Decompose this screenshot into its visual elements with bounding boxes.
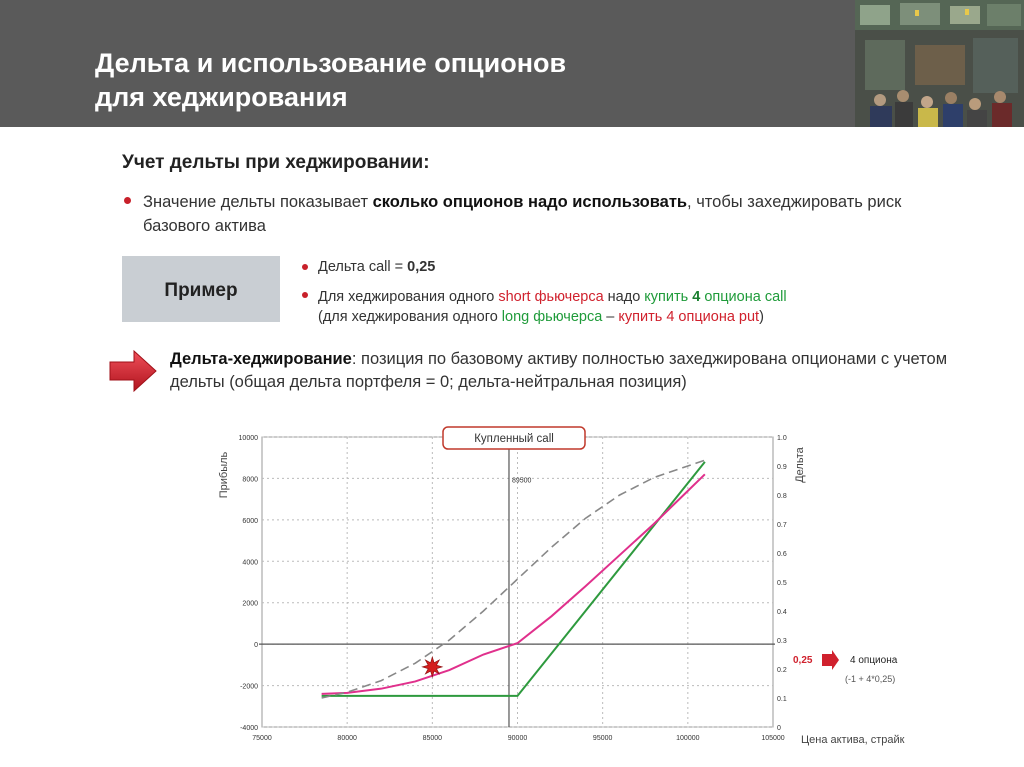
hedge-buy: купить [644, 289, 693, 305]
delta-description-text-end: , чтобы заxеджировать риск базового актива [143, 193, 902, 235]
y-tick-label: 8000 [242, 476, 258, 484]
annotation-text: 4 опциона [850, 655, 898, 666]
y2-tick-label: 0.4 [777, 609, 787, 616]
x-tick-label: 75000 [252, 735, 272, 742]
x-tick-label: 90000 [507, 735, 528, 742]
example-hedge-text [318, 287, 938, 327]
x-tick-label: 80000 [337, 735, 357, 742]
y2-tick-label: 0.5 [777, 580, 787, 587]
annotation-formula: (-1 + 4*0,25) [845, 674, 896, 684]
section-subtitle: Учет дельты при хеджировании: [122, 152, 430, 173]
chart-title: Купленный call [474, 433, 554, 445]
bullet-icon [302, 292, 308, 298]
x-tick-label: 95000 [592, 735, 613, 742]
y2-tick-label: 0 [777, 725, 781, 732]
delta-description-text: Значение дельты показывает [143, 193, 373, 211]
bought-call-chart [205, 425, 1015, 765]
strike-label: 89500 [511, 477, 532, 485]
trading-floor-photo [855, 0, 1024, 127]
delta-hedging-definition [170, 348, 990, 394]
y-tick-label: -2000 [240, 683, 258, 691]
hedge-short-futures: short фьючерса [498, 289, 604, 305]
bullet-icon [124, 197, 131, 204]
hedge-text-k: ) [759, 309, 764, 325]
x-axis-label: Цена актива, страйк [801, 734, 905, 746]
y2-axis-label: Дельта [794, 447, 806, 483]
example-delta-line [318, 259, 435, 275]
hedge-text-g: (для хеджирования одного [318, 309, 502, 325]
y-tick-label: 10000 [238, 435, 258, 442]
example-label: Пример [164, 280, 238, 301]
x-tick-label: 100000 [676, 735, 700, 742]
delta-hedging-text: : позиция по базовому активу полностью захеджирована опционами с учетом дельты (общая дельта портфеля = 0; дельта-нейтральная позиция) [170, 350, 948, 391]
hedge-call-options: опциона call [700, 289, 787, 305]
y2-tick-label: 0.7 [777, 522, 787, 529]
hedge-put-options: купить 4 опциона put [618, 309, 760, 325]
annotation-arrow-icon [822, 650, 839, 670]
hedge-count: 4 [692, 289, 701, 305]
bullet-icon [302, 264, 308, 270]
y-tick-label: 6000 [242, 517, 258, 525]
y2-tick-label: 0.8 [777, 493, 787, 500]
hedge-long-futures: long фьючерса [501, 309, 603, 325]
delta-point-marker [422, 657, 442, 677]
hedge-dash: – [602, 309, 619, 325]
y2-tick-label: 0.1 [777, 696, 787, 703]
y2-tick-label: 0.2 [777, 667, 787, 674]
red-arrow-icon [108, 348, 158, 394]
y-axis-label: Прибыль [218, 451, 230, 499]
x-tick-label: 105000 [761, 735, 785, 742]
delta-description [143, 190, 903, 238]
y2-tick-label: 0.6 [777, 551, 787, 558]
hedge-text-c: надо [603, 289, 645, 305]
y2-tick-label: 1.0 [777, 435, 787, 442]
x-tick-label: 85000 [422, 735, 443, 742]
y-tick-label: 4000 [242, 559, 258, 567]
y-tick-label: 0 [254, 642, 258, 650]
hedge-text-a: Для хеджирования одного [318, 289, 499, 305]
annotation-value: 0,25 [793, 655, 813, 666]
y-tick-label: 2000 [242, 600, 258, 608]
y2-tick-label: 0.9 [777, 464, 787, 471]
delta-description-bold: сколько опционов надо использовать [372, 193, 688, 211]
y2-tick-label: 0.3 [777, 638, 787, 645]
slide-title: Дельта и использование опционов для хеджирования [95, 48, 567, 112]
example-delta-value: 0,25 [407, 259, 436, 275]
y-tick-label: -4000 [240, 725, 258, 732]
example-delta-prefix: Дельта call = [318, 259, 408, 275]
delta-hedging-term: Дельта-хеджирование [170, 350, 352, 368]
